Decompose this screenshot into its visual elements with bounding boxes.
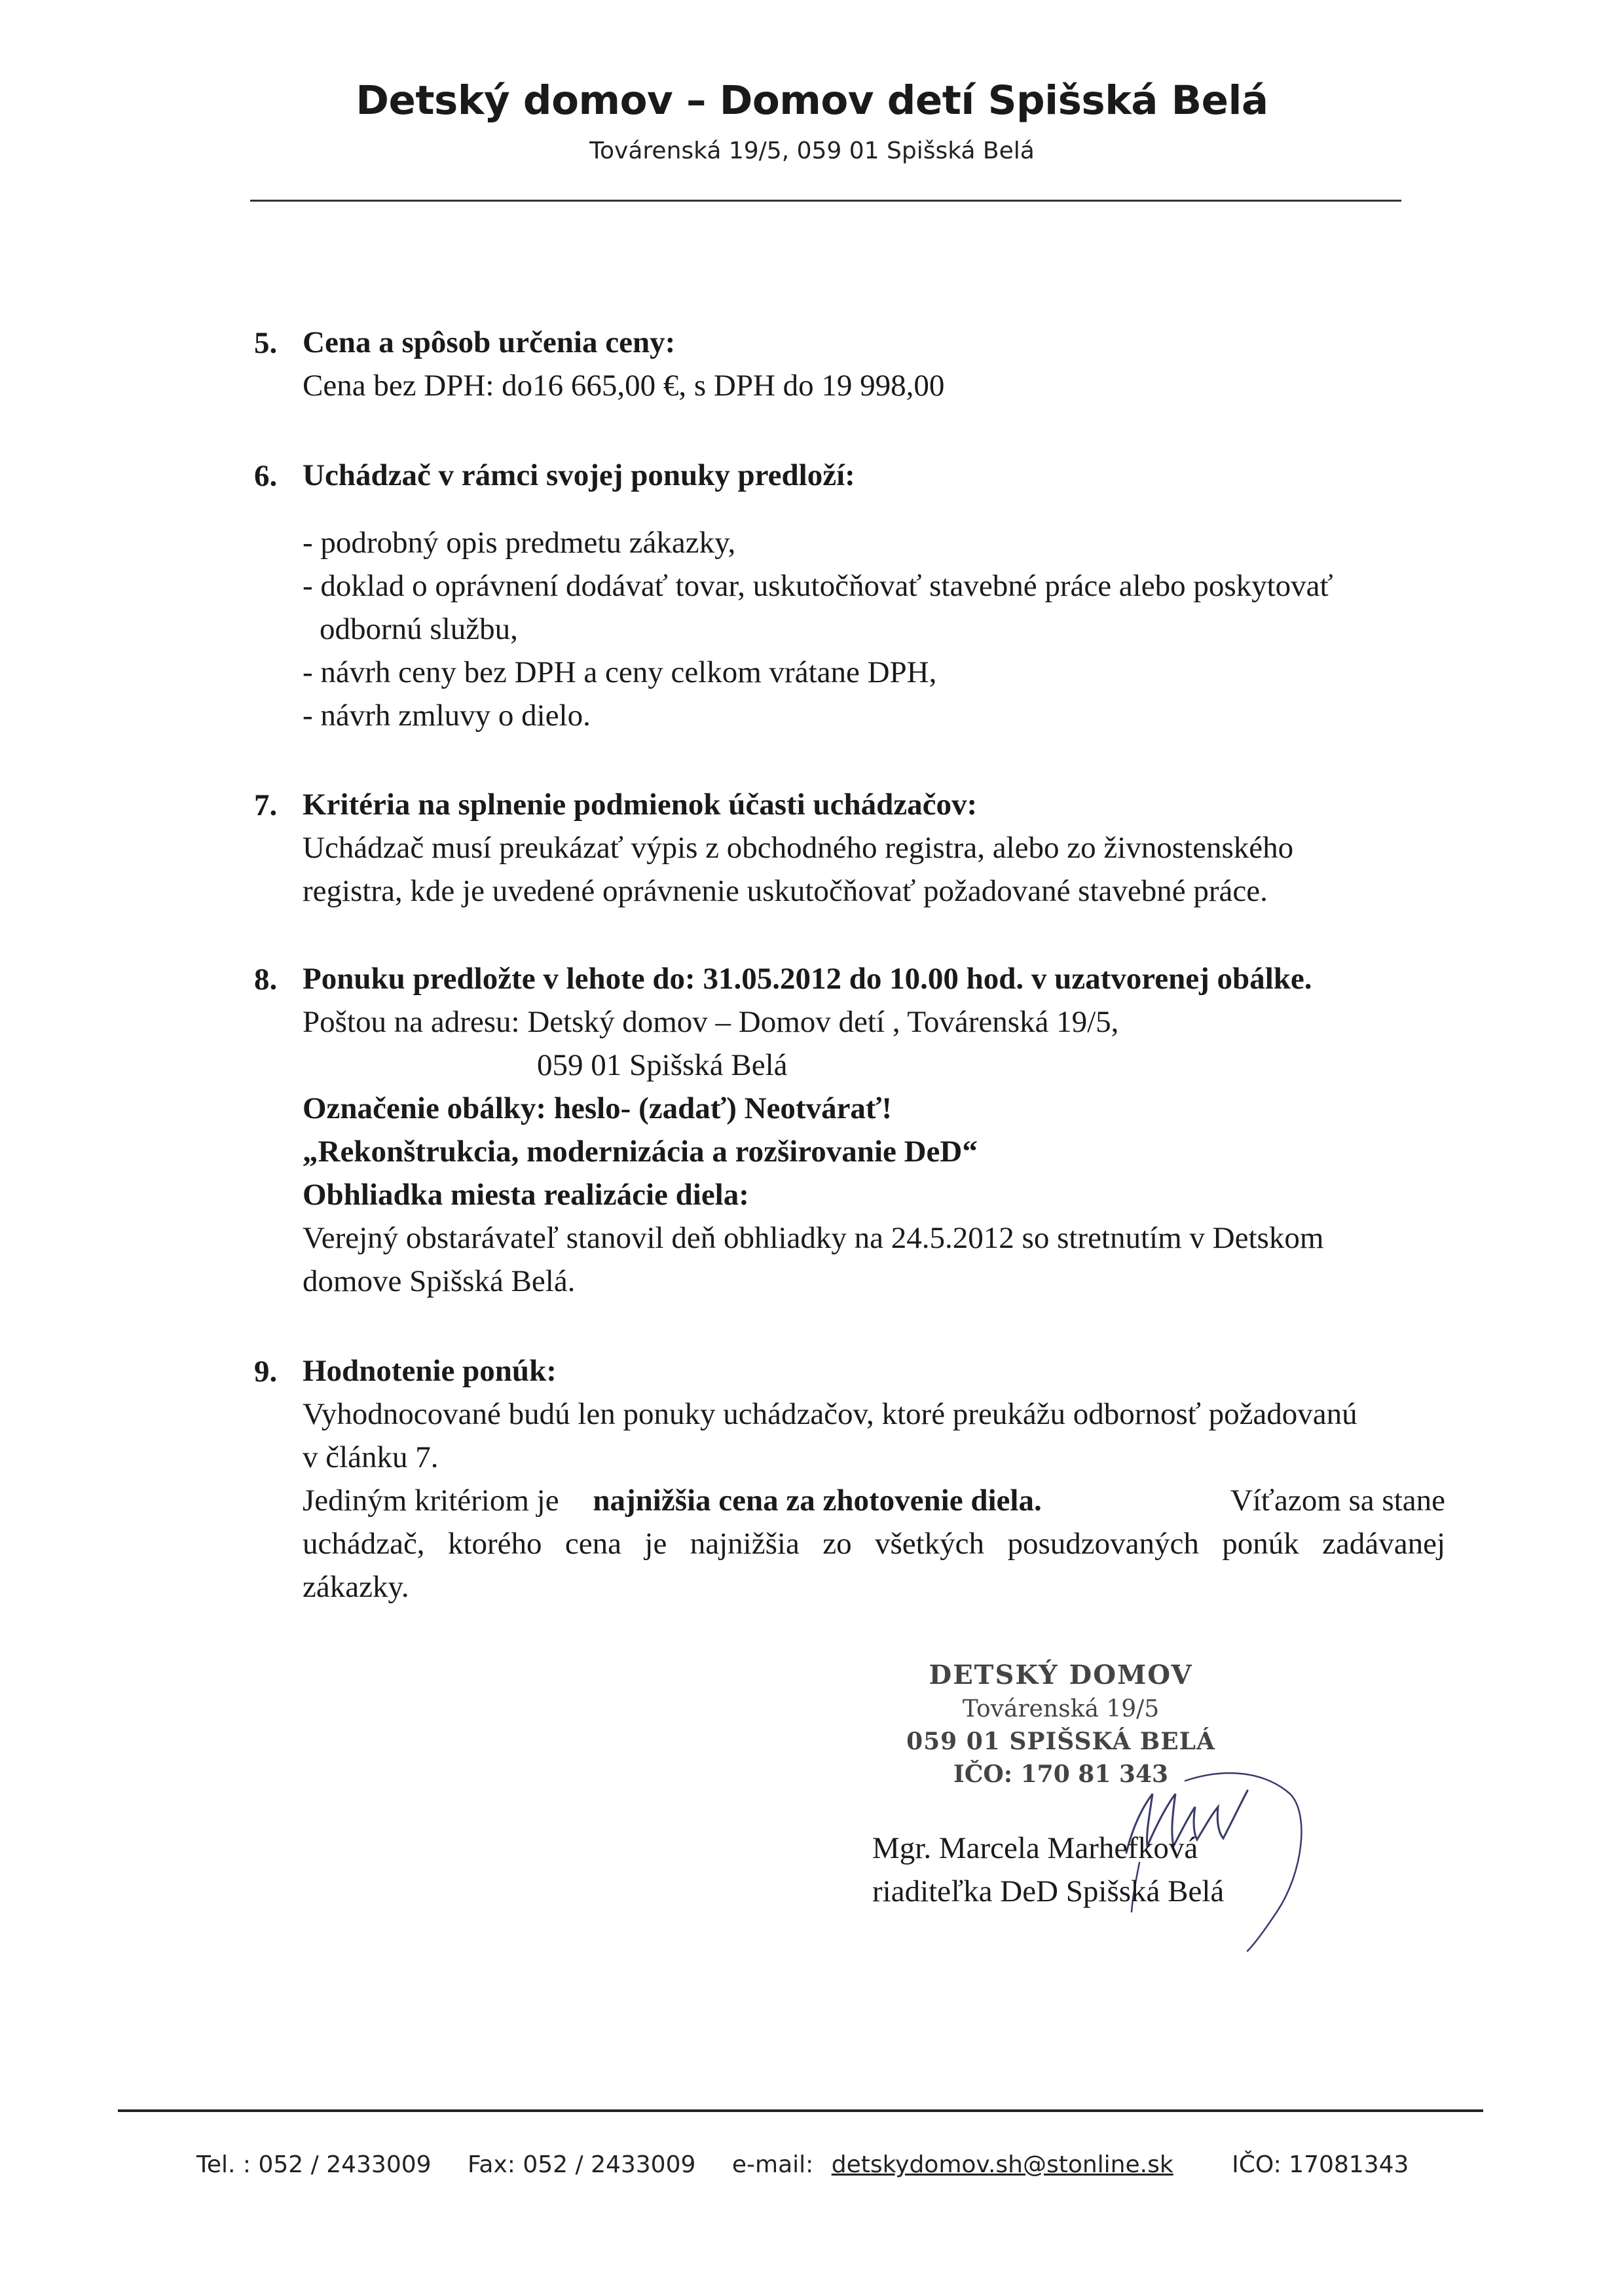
stamp-line: DETSKÝ DOMOV (929, 1660, 1193, 1690)
criterion-line (303, 1479, 1445, 1522)
section-6-number: 6. (254, 459, 278, 493)
criterion-bold: najnižšia cena za zhotovenie diela. (593, 1484, 1042, 1518)
postal-address-line: 059 01 Spišská Belá (537, 1048, 788, 1082)
section-9-heading: Hodnotenie ponúk: (303, 1354, 557, 1388)
list-item: - podrobný opis predmetu zákazky, (303, 526, 736, 560)
section-7-number: 7. (254, 788, 278, 822)
footer-phone: Tel. : 052 / 2433009 (196, 2151, 432, 2178)
section-6-heading: Uchádzač v rámci svojej ponuky predloží: (303, 458, 855, 492)
footer-divider (118, 2109, 1483, 2112)
section-5-number: 5. (254, 326, 278, 360)
envelope-marking: Označenie obálky: heslo- (zadať) Neotvárať! (303, 1091, 893, 1125)
section-8-number: 8. (254, 962, 278, 996)
signatory-name: Mgr. Marcela Marhefková (872, 1831, 1198, 1865)
footer-contact (196, 2151, 1441, 2178)
project-name: „Rekonštrukcia, modernizácia a rozširovanie DeD“ (303, 1135, 978, 1169)
section-7-line: registra, kde je uvedené oprávnenie uskutočňovať požadované stavebné práce. (303, 874, 1268, 908)
inspection-line: Verejný obstarávateľ stanovil deň obhliadky na 24.5.2012 so stretnutím v Detskom (303, 1221, 1324, 1255)
list-item: - doklad o oprávnení dodávať tovar, uskutočňovať stavebné práce alebo poskytovať (303, 569, 1333, 603)
signatory-role: riaditeľka DeD Spišská Belá (872, 1874, 1225, 1908)
criterion-prefix-text: Jediným kritériom je (303, 1484, 567, 1518)
header-divider (250, 200, 1401, 202)
letterhead-address: Továrenská 19/5, 059 01 Spišská Belá (589, 137, 1035, 164)
footer-email-label: e-mail: (731, 2151, 814, 2178)
stamp-line: 059 01 SPIŠSKÁ BELÁ (906, 1728, 1215, 1755)
stamp-line: IČO: 170 81 343 (953, 1760, 1169, 1788)
section-9-number: 9. (254, 1355, 278, 1389)
footer-email-link[interactable]: detskydomov.sh@stonline.sk (831, 2151, 1173, 2178)
list-item: - návrh ceny bez DPH a ceny celkom vrátane DPH, (303, 655, 937, 689)
section-7-heading: Kritéria na splnenie podmienok účasti uchádzačov: (303, 788, 978, 822)
section-9-line: v článku 7. (303, 1440, 439, 1474)
list-item: - návrh zmluvy o dielo. (303, 699, 591, 733)
criterion-suffix: Víťazom sa stane (1230, 1484, 1445, 1518)
stamp-line: Továrenská 19/5 (962, 1696, 1160, 1722)
section-8-heading: Ponuku predložte v lehote do: 31.05.2012 do 10.00 hod. v uzatvorenej obálke. (303, 962, 1312, 996)
criterion-prefix (303, 1479, 1042, 1522)
inspection-line: domove Spišská Belá. (303, 1264, 576, 1298)
inspection-heading: Obhliadka miesta realizácie diela: (303, 1178, 749, 1212)
section-5-price: Cena bez DPH: do16 665,00 €, s DPH do 19 998,00 (303, 369, 945, 403)
section-9-line: zákazky. (303, 1570, 409, 1604)
section-5-heading: Cena a spôsob určenia ceny: (303, 325, 676, 359)
letterhead-title: Detský domov – Domov detí Spišská Belá (356, 77, 1268, 124)
section-9-line: Vyhodnocované budú len ponuky uchádzačov, ktoré preukážu odbornosť požadovanú (303, 1397, 1357, 1431)
footer-fax: Fax: 052 / 2433009 (468, 2151, 696, 2178)
footer-ico: IČO: 17081343 (1232, 2151, 1409, 2178)
list-item: odbornú službu, (320, 612, 518, 646)
section-7-line: Uchádzač musí preukázať výpis z obchodného registra, alebo zo živnostenského (303, 831, 1294, 865)
section-9-line: uchádzač, ktorého cena je najnižšia zo všetkých posudzovaných ponúk zadávanej (303, 1527, 1445, 1561)
postal-address-line: Poštou na adresu: Detský domov – Domov detí , Továrenská 19/5, (303, 1005, 1119, 1039)
